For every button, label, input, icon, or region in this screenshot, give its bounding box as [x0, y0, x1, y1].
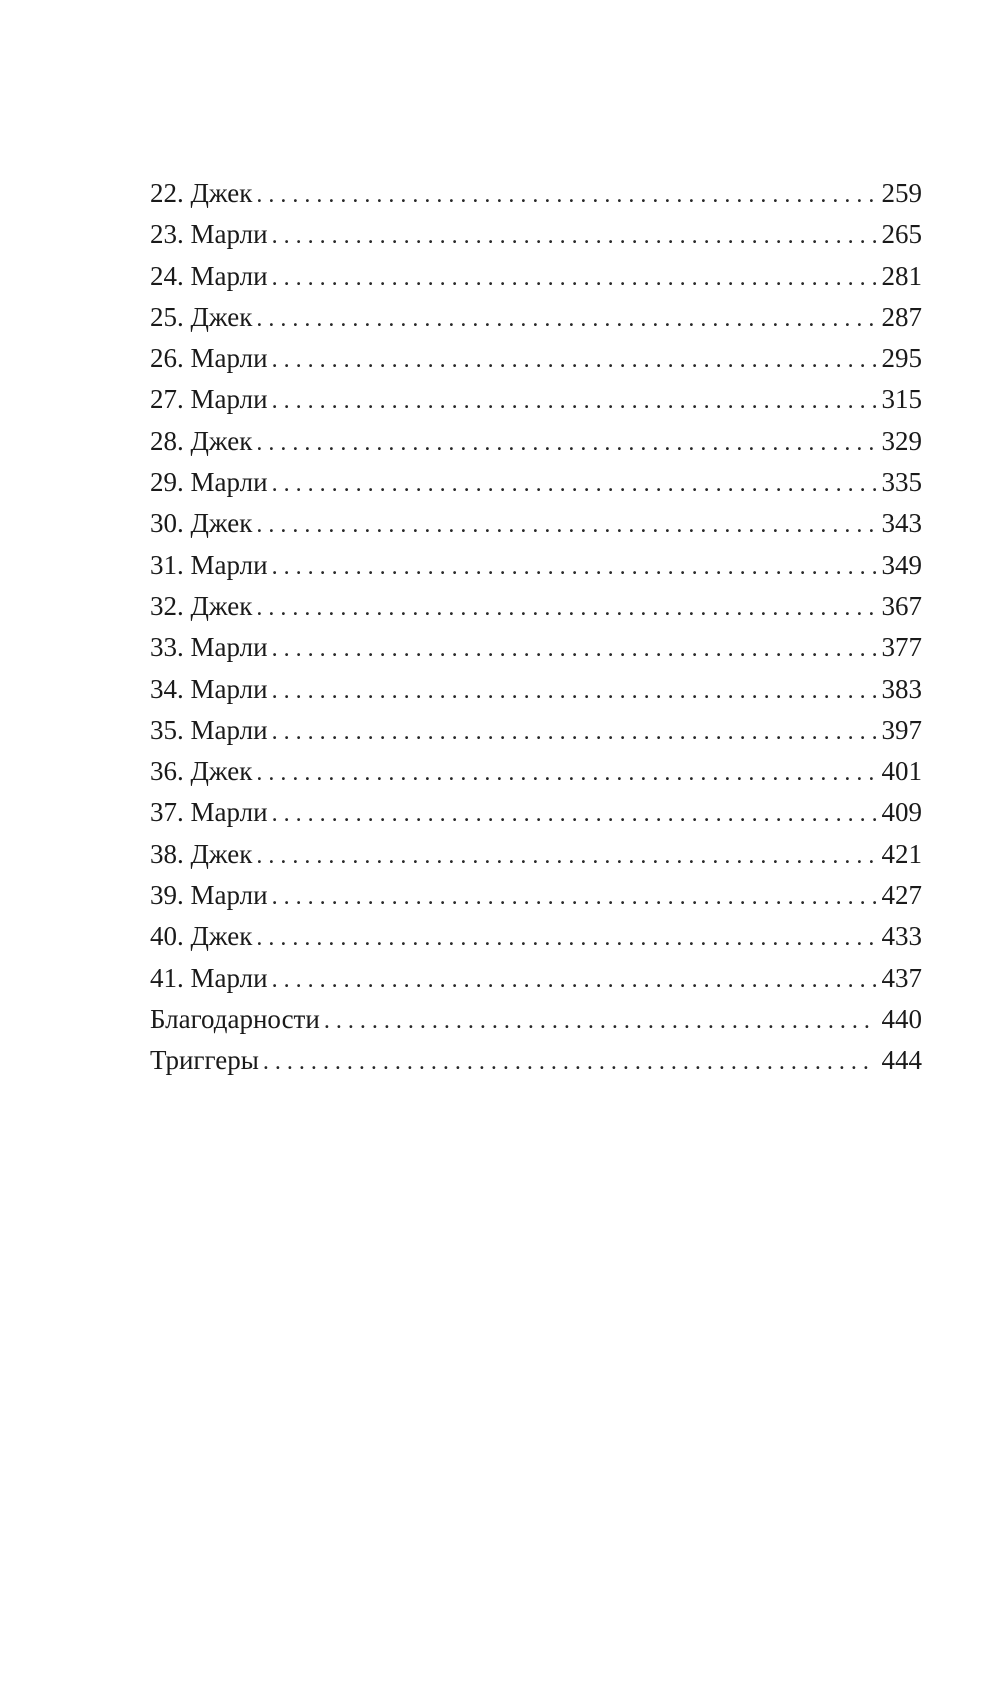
toc-entry — [150, 586, 922, 627]
toc-entry — [150, 173, 922, 214]
toc-entry — [150, 1040, 922, 1081]
toc-entry-title: 35. Марли — [150, 714, 268, 745]
toc-entry-title: 38. Джек — [150, 838, 253, 869]
dot-leader — [256, 505, 875, 546]
toc-entry — [150, 545, 922, 586]
toc-entry — [150, 338, 922, 379]
toc-entry-page: 329 — [881, 425, 922, 456]
dot-leader — [256, 918, 875, 959]
toc-entry-title: 41. Марли — [150, 962, 268, 993]
dot-leader — [256, 836, 875, 877]
toc-entry-page: 433 — [881, 921, 922, 952]
toc-entry-page: 315 — [881, 384, 922, 415]
toc-entry — [150, 875, 922, 916]
toc-entry — [150, 792, 922, 833]
toc-entry-title: 37. Марли — [150, 797, 268, 828]
dot-leader — [272, 629, 876, 670]
toc-entry-page: 401 — [881, 756, 922, 787]
toc-entry-page: 343 — [881, 508, 922, 539]
toc-entry — [150, 669, 922, 710]
dot-leader — [272, 794, 876, 835]
toc-entry-page: 335 — [881, 467, 922, 498]
toc-entry-page: 259 — [881, 178, 922, 208]
toc-entry-page: 383 — [881, 673, 922, 704]
toc-entry-title: 31. Марли — [150, 549, 268, 580]
dot-leader — [263, 1042, 876, 1083]
toc-entry-title: 25. Джек — [150, 301, 253, 332]
toc-entry-title: 23. Марли — [150, 219, 268, 250]
toc-entry-title: 22. Джек — [150, 178, 253, 208]
toc-entry-title: 34. Марли — [150, 673, 268, 704]
toc-entry-page: 427 — [881, 880, 922, 911]
table-of-contents — [150, 173, 922, 1082]
dot-leader — [272, 960, 876, 1001]
dot-leader — [256, 588, 875, 629]
toc-entry-title: Благодарности — [150, 1003, 320, 1034]
toc-entry-title: 29. Марли — [150, 467, 268, 498]
toc-entry-page: 440 — [881, 1003, 922, 1034]
toc-entry — [150, 421, 922, 462]
toc-entry — [150, 999, 922, 1040]
toc-entry — [150, 297, 922, 338]
dot-leader — [272, 340, 876, 381]
toc-entry-title: 40. Джек — [150, 921, 253, 952]
toc-entry-title: 33. Марли — [150, 632, 268, 663]
toc-entry-page: 437 — [881, 962, 922, 993]
toc-entry-title: 26. Марли — [150, 343, 268, 374]
dot-leader — [272, 712, 876, 753]
toc-entry — [150, 462, 922, 503]
toc-entry-title: 24. Марли — [150, 260, 268, 291]
toc-entry — [150, 256, 922, 297]
dot-leader — [256, 175, 875, 216]
toc-entry-page: 287 — [881, 301, 922, 332]
toc-entry-title: 39. Марли — [150, 880, 268, 911]
toc-entry-title: 36. Джек — [150, 756, 253, 787]
dot-leader — [272, 216, 876, 257]
toc-entry — [150, 627, 922, 668]
toc-entry — [150, 214, 922, 255]
toc-entry — [150, 916, 922, 957]
toc-entry-title: 28. Джек — [150, 425, 253, 456]
toc-entry-page: 377 — [881, 632, 922, 663]
dot-leader — [272, 877, 876, 918]
dot-leader — [256, 753, 875, 794]
toc-entry-page: 265 — [881, 219, 922, 250]
toc-entry-page: 444 — [881, 1045, 922, 1076]
toc-entry-title: 27. Марли — [150, 384, 268, 415]
toc-entry-page: 281 — [881, 260, 922, 291]
toc-entry-page: 295 — [881, 343, 922, 374]
toc-entry — [150, 834, 922, 875]
toc-entry-page: 349 — [881, 549, 922, 580]
toc-entry-title: Триггеры — [150, 1045, 259, 1076]
dot-leader — [256, 299, 875, 340]
dot-leader — [272, 671, 876, 712]
toc-entry — [150, 958, 922, 999]
dot-leader — [272, 258, 876, 299]
toc-entry-page: 421 — [881, 838, 922, 869]
toc-entry-page: 397 — [881, 714, 922, 745]
dot-leader — [272, 547, 876, 588]
toc-entry — [150, 710, 922, 751]
dot-leader — [272, 464, 876, 505]
toc-entry-title: 32. Джек — [150, 590, 253, 621]
toc-entry-title: 30. Джек — [150, 508, 253, 539]
dot-leader — [272, 381, 876, 422]
toc-entry-page: 367 — [881, 590, 922, 621]
toc-entry — [150, 379, 922, 420]
dot-leader — [256, 423, 875, 464]
dot-leader — [324, 1001, 876, 1042]
toc-entry — [150, 503, 922, 544]
toc-entry — [150, 751, 922, 792]
toc-entry-page: 409 — [881, 797, 922, 828]
